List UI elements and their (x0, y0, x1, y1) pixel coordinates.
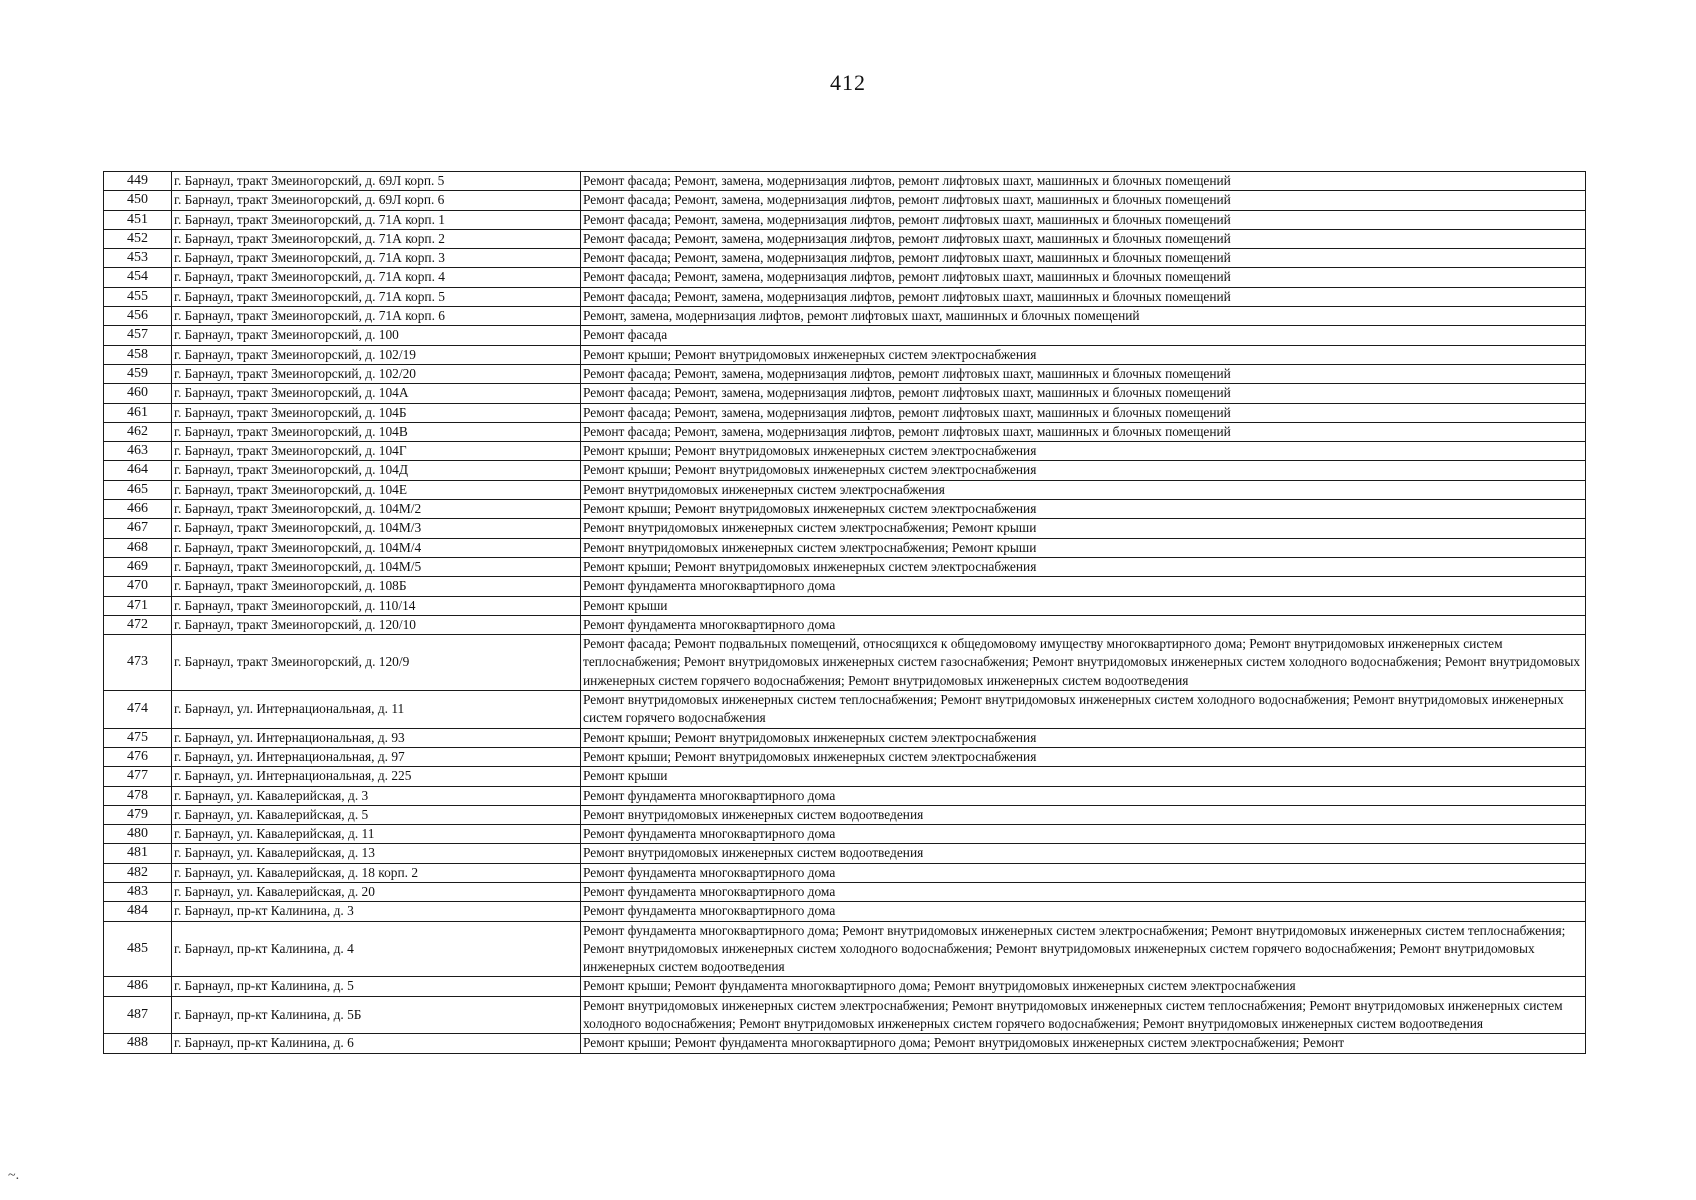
page-number: 412 (830, 70, 866, 95)
address-cell: г. Барнаул, тракт Змеиногорский, д. 104М/5 (172, 557, 581, 576)
works-cell: Ремонт фасада; Ремонт, замена, модернизация лифтов, ремонт лифтовых шахт, машинных и блочных помещений (581, 403, 1586, 422)
works-cell: Ремонт фундамента многоквартирного дома (581, 577, 1586, 596)
works-cell: Ремонт крыши (581, 767, 1586, 786)
table-row (104, 596, 1586, 615)
works-cell: Ремонт крыши; Ремонт внутридомовых инженерных систем электроснабжения (581, 557, 1586, 576)
works-cell: Ремонт внутридомовых инженерных систем водоотведения (581, 844, 1586, 863)
table-row (104, 268, 1586, 287)
row-number-cell: 469 (104, 557, 172, 576)
works-cell: Ремонт фасада; Ремонт подвальных помещений, относящихся к общедомовому имуществу многоквартирного дома; Ремонт внутридомовых инженерных систем теплоснабжения; Ремонт внутридомовых инженерных систем газоснабжения; Ремонт внутридомовых инженерных систем холодного водоснабжения; Ремонт внутридомовых инженерных систем горячего водоснабжения; Ремонт внутридомовых инженерных систем водоотведения (581, 635, 1586, 691)
address-cell: г. Барнаул, тракт Змеиногорский, д. 120/9 (172, 635, 581, 691)
address-cell: г. Барнаул, тракт Змеиногорский, д. 104В (172, 422, 581, 441)
row-number-cell: 460 (104, 384, 172, 403)
row-number-cell: 467 (104, 519, 172, 538)
table-row (104, 996, 1586, 1034)
table-row (104, 577, 1586, 596)
table-row (104, 172, 1586, 191)
row-number-cell: 470 (104, 577, 172, 596)
works-cell: Ремонт фасада; Ремонт, замена, модернизация лифтов, ремонт лифтовых шахт, машинных и блочных помещений (581, 172, 1586, 191)
works-cell: Ремонт фасада (581, 326, 1586, 345)
row-number-cell: 455 (104, 287, 172, 306)
address-cell: г. Барнаул, пр-кт Калинина, д. 5 (172, 977, 581, 996)
row-number-cell: 468 (104, 538, 172, 557)
works-cell: Ремонт крыши; Ремонт внутридомовых инженерных систем электроснабжения (581, 461, 1586, 480)
works-cell: Ремонт крыши; Ремонт внутридомовых инженерных систем электроснабжения (581, 500, 1586, 519)
row-number-cell: 454 (104, 268, 172, 287)
row-number-cell: 461 (104, 403, 172, 422)
works-cell: Ремонт внутридомовых инженерных систем водоотведения (581, 805, 1586, 824)
works-cell: Ремонт фундамента многоквартирного дома (581, 786, 1586, 805)
table-row (104, 326, 1586, 345)
table-row (104, 287, 1586, 306)
address-cell: г. Барнаул, тракт Змеиногорский, д. 104М/3 (172, 519, 581, 538)
address-cell: г. Барнаул, тракт Змеиногорский, д. 110/14 (172, 596, 581, 615)
table-row (104, 863, 1586, 882)
address-cell: г. Барнаул, ул. Интернациональная, д. 11 (172, 691, 581, 729)
scan-mark: ~. (8, 1168, 20, 1183)
works-cell: Ремонт внутридомовых инженерных систем электроснабжения (581, 480, 1586, 499)
row-number-cell: 472 (104, 615, 172, 634)
works-cell: Ремонт внутридомовых инженерных систем электроснабжения; Ремонт крыши (581, 538, 1586, 557)
table-row (104, 384, 1586, 403)
address-cell: г. Барнаул, ул. Кавалерийская, д. 18 корп. 2 (172, 863, 581, 882)
address-cell: г. Барнаул, тракт Змеиногорский, д. 102/20 (172, 364, 581, 383)
address-cell: г. Барнаул, ул. Интернациональная, д. 225 (172, 767, 581, 786)
table-row (104, 307, 1586, 326)
address-cell: г. Барнаул, тракт Змеиногорский, д. 104Г (172, 442, 581, 461)
works-cell: Ремонт крыши; Ремонт внутридомовых инженерных систем электроснабжения (581, 747, 1586, 766)
table-row (104, 442, 1586, 461)
works-cell: Ремонт крыши; Ремонт внутридомовых инженерных систем электроснабжения (581, 345, 1586, 364)
row-number-cell: 458 (104, 345, 172, 364)
address-cell: г. Барнаул, тракт Змеиногорский, д. 104Б (172, 403, 581, 422)
table-row (104, 480, 1586, 499)
row-number-cell: 487 (104, 996, 172, 1034)
address-cell: г. Барнаул, пр-кт Калинина, д. 4 (172, 921, 581, 977)
address-cell: г. Барнаул, тракт Змеиногорский, д. 104М/2 (172, 500, 581, 519)
address-cell: г. Барнаул, тракт Змеиногорский, д. 71А корп. 4 (172, 268, 581, 287)
table-row (104, 805, 1586, 824)
works-cell: Ремонт фундамента многоквартирного дома; Ремонт внутридомовых инженерных систем электроснабжения; Ремонт внутридомовых инженерных систем теплоснабжения; Ремонт внутридомовых инженерных систем холодного водоснабжения; Ремонт внутридомовых инженерных систем горячего водоснабжения; Ремонт внутридомовых инженерных систем водоотведения (581, 921, 1586, 977)
table-row (104, 691, 1586, 729)
works-cell: Ремонт фасада; Ремонт, замена, модернизация лифтов, ремонт лифтовых шахт, машинных и блочных помещений (581, 287, 1586, 306)
address-cell: г. Барнаул, ул. Интернациональная, д. 93 (172, 728, 581, 747)
table-row (104, 844, 1586, 863)
works-cell: Ремонт фундамента многоквартирного дома (581, 882, 1586, 901)
address-cell: г. Барнаул, тракт Змеиногорский, д. 69Л корп. 5 (172, 172, 581, 191)
address-cell: г. Барнаул, ул. Кавалерийская, д. 11 (172, 825, 581, 844)
address-cell: г. Барнаул, тракт Змеиногорский, д. 69Л корп. 6 (172, 191, 581, 210)
row-number-cell: 480 (104, 825, 172, 844)
address-cell: г. Барнаул, ул. Кавалерийская, д. 20 (172, 882, 581, 901)
row-number-cell: 483 (104, 882, 172, 901)
address-cell: г. Барнаул, тракт Змеиногорский, д. 104А (172, 384, 581, 403)
table-row (104, 921, 1586, 977)
row-number-cell: 462 (104, 422, 172, 441)
table-row (104, 635, 1586, 691)
row-number-cell: 457 (104, 326, 172, 345)
works-cell: Ремонт крыши (581, 596, 1586, 615)
table-row (104, 882, 1586, 901)
works-cell: Ремонт фундамента многоквартирного дома (581, 825, 1586, 844)
row-number-cell: 471 (104, 596, 172, 615)
works-cell: Ремонт крыши; Ремонт фундамента многоквартирного дома; Ремонт внутридомовых инженерных систем электроснабжения; Ремонт (581, 1034, 1586, 1053)
table-row (104, 191, 1586, 210)
address-cell: г. Барнаул, пр-кт Калинина, д. 5Б (172, 996, 581, 1034)
table-row (104, 825, 1586, 844)
address-cell: г. Барнаул, тракт Змеиногорский, д. 108Б (172, 577, 581, 596)
address-cell: г. Барнаул, тракт Змеиногорский, д. 104Е (172, 480, 581, 499)
row-number-cell: 474 (104, 691, 172, 729)
row-number-cell: 481 (104, 844, 172, 863)
address-cell: г. Барнаул, тракт Змеиногорский, д. 71А корп. 2 (172, 229, 581, 248)
works-cell: Ремонт фундамента многоквартирного дома (581, 615, 1586, 634)
address-cell: г. Барнаул, пр-кт Калинина, д. 3 (172, 902, 581, 921)
address-cell: г. Барнаул, ул. Кавалерийская, д. 13 (172, 844, 581, 863)
row-number-cell: 463 (104, 442, 172, 461)
table-row (104, 557, 1586, 576)
table-row (104, 538, 1586, 557)
table-row (104, 767, 1586, 786)
works-cell: Ремонт внутридомовых инженерных систем электроснабжения; Ремонт крыши (581, 519, 1586, 538)
row-number-cell: 449 (104, 172, 172, 191)
works-cell: Ремонт внутридомовых инженерных систем электроснабжения; Ремонт внутридомовых инженерных систем теплоснабжения; Ремонт внутридомовых инженерных систем холодного водоснабжения; Ремонт внутридомовых инженерных систем горячего водоснабжения; Ремонт внутридомовых инженерных систем водоотведения (581, 996, 1586, 1034)
table-row (104, 229, 1586, 248)
row-number-cell: 452 (104, 229, 172, 248)
address-cell: г. Барнаул, тракт Змеиногорский, д. 71А корп. 6 (172, 307, 581, 326)
row-number-cell: 466 (104, 500, 172, 519)
row-number-cell: 486 (104, 977, 172, 996)
address-cell: г. Барнаул, тракт Змеиногорский, д. 100 (172, 326, 581, 345)
table-row (104, 977, 1586, 996)
table-row (104, 210, 1586, 229)
table-row (104, 345, 1586, 364)
row-number-cell: 476 (104, 747, 172, 766)
works-cell: Ремонт фасада; Ремонт, замена, модернизация лифтов, ремонт лифтовых шахт, машинных и блочных помещений (581, 229, 1586, 248)
row-number-cell: 484 (104, 902, 172, 921)
table-row (104, 728, 1586, 747)
works-cell: Ремонт крыши; Ремонт внутридомовых инженерных систем электроснабжения (581, 442, 1586, 461)
address-cell: г. Барнаул, тракт Змеиногорский, д. 71А корп. 1 (172, 210, 581, 229)
row-number-cell: 473 (104, 635, 172, 691)
row-number-cell: 478 (104, 786, 172, 805)
address-cell: г. Барнаул, тракт Змеиногорский, д. 102/19 (172, 345, 581, 364)
works-cell: Ремонт крыши; Ремонт внутридомовых инженерных систем электроснабжения (581, 728, 1586, 747)
row-number-cell: 477 (104, 767, 172, 786)
table-row (104, 422, 1586, 441)
row-number-cell: 450 (104, 191, 172, 210)
row-number-cell: 464 (104, 461, 172, 480)
row-number-cell: 479 (104, 805, 172, 824)
address-cell: г. Барнаул, тракт Змеиногорский, д. 104Д (172, 461, 581, 480)
address-cell: г. Барнаул, тракт Змеиногорский, д. 104М/4 (172, 538, 581, 557)
row-number-cell: 485 (104, 921, 172, 977)
works-cell: Ремонт крыши; Ремонт фундамента многоквартирного дома; Ремонт внутридомовых инженерных систем электроснабжения (581, 977, 1586, 996)
works-cell: Ремонт фасада; Ремонт, замена, модернизация лифтов, ремонт лифтовых шахт, машинных и блочных помещений (581, 268, 1586, 287)
works-cell: Ремонт фасада; Ремонт, замена, модернизация лифтов, ремонт лифтовых шахт, машинных и блочных помещений (581, 384, 1586, 403)
table-row (104, 747, 1586, 766)
address-cell: г. Барнаул, ул. Интернациональная, д. 97 (172, 747, 581, 766)
table-row (104, 403, 1586, 422)
address-cell: г. Барнаул, тракт Змеиногорский, д. 71А корп. 3 (172, 249, 581, 268)
works-cell: Ремонт внутридомовых инженерных систем теплоснабжения; Ремонт внутридомовых инженерных систем холодного водоснабжения; Ремонт внутридомовых инженерных систем горячего водоснабжения (581, 691, 1586, 729)
address-cell: г. Барнаул, пр-кт Калинина, д. 6 (172, 1034, 581, 1053)
address-cell: г. Барнаул, тракт Змеиногорский, д. 120/10 (172, 615, 581, 634)
works-cell: Ремонт фундамента многоквартирного дома (581, 863, 1586, 882)
table-row (104, 1034, 1586, 1053)
row-number-cell: 453 (104, 249, 172, 268)
repair-table (103, 171, 1586, 1054)
row-number-cell: 482 (104, 863, 172, 882)
address-cell: г. Барнаул, ул. Кавалерийская, д. 5 (172, 805, 581, 824)
row-number-cell: 456 (104, 307, 172, 326)
table-row (104, 500, 1586, 519)
table-row (104, 519, 1586, 538)
works-cell: Ремонт фасада; Ремонт, замена, модернизация лифтов, ремонт лифтовых шахт, машинных и блочных помещений (581, 191, 1586, 210)
works-cell: Ремонт фасада; Ремонт, замена, модернизация лифтов, ремонт лифтовых шахт, машинных и блочных помещений (581, 210, 1586, 229)
works-cell: Ремонт фасада; Ремонт, замена, модернизация лифтов, ремонт лифтовых шахт, машинных и блочных помещений (581, 364, 1586, 383)
table-row (104, 364, 1586, 383)
row-number-cell: 465 (104, 480, 172, 499)
table-row (104, 902, 1586, 921)
row-number-cell: 475 (104, 728, 172, 747)
works-cell: Ремонт фундамента многоквартирного дома (581, 902, 1586, 921)
table-row (104, 615, 1586, 634)
table-row (104, 786, 1586, 805)
repair-table-body (104, 172, 1586, 1054)
row-number-cell: 451 (104, 210, 172, 229)
address-cell: г. Барнаул, тракт Змеиногорский, д. 71А корп. 5 (172, 287, 581, 306)
works-cell: Ремонт фасада; Ремонт, замена, модернизация лифтов, ремонт лифтовых шахт, машинных и блочных помещений (581, 422, 1586, 441)
works-cell: Ремонт фасада; Ремонт, замена, модернизация лифтов, ремонт лифтовых шахт, машинных и блочных помещений (581, 249, 1586, 268)
row-number-cell: 459 (104, 364, 172, 383)
works-cell: Ремонт, замена, модернизация лифтов, ремонт лифтовых шахт, машинных и блочных помещений (581, 307, 1586, 326)
row-number-cell: 488 (104, 1034, 172, 1053)
table-row (104, 249, 1586, 268)
address-cell: г. Барнаул, ул. Кавалерийская, д. 3 (172, 786, 581, 805)
table-row (104, 461, 1586, 480)
